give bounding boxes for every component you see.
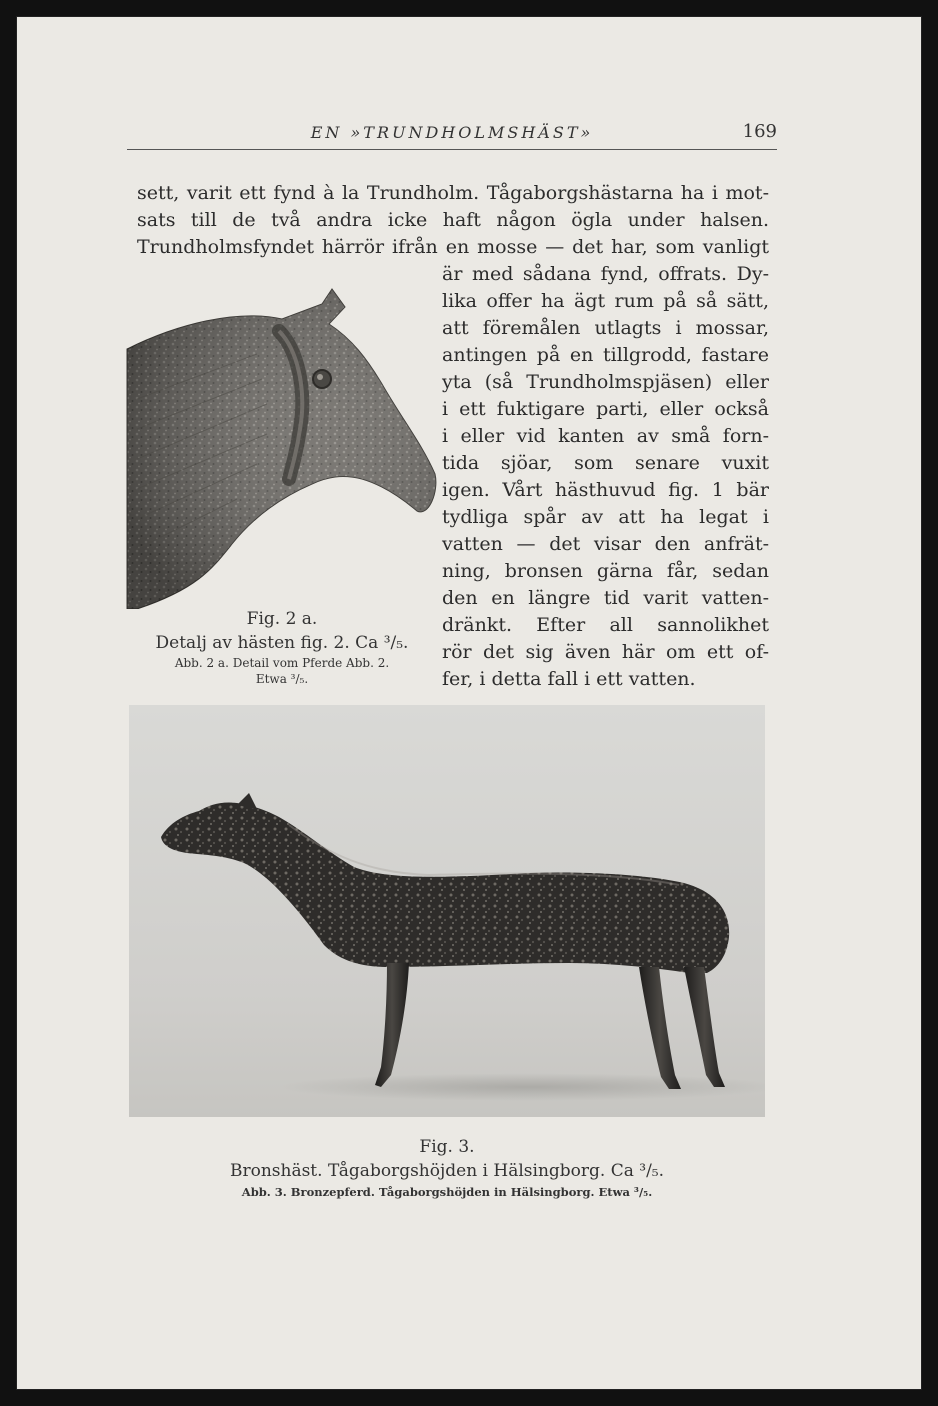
body-line: Trundholmsfyndet härrör ifrån en mosse — det har, som vanligt	[137, 236, 769, 258]
body-line: fer, i detta fall i ett vatten.	[442, 668, 696, 690]
horse-head-illustration	[117, 279, 449, 609]
caption-german: Abb. 2 a. Detail vom Pferde Abb. 2.	[174, 656, 390, 670]
body-line: den en längre tid varit vatten-	[442, 587, 769, 609]
body-line: i ett fuktigare parti, eller också	[442, 398, 769, 420]
body-line: yta (så Trundholmspjäsen) eller	[442, 371, 769, 393]
body-line: i eller vid kanten av små forn-	[442, 425, 769, 447]
body-line: tida sjöar, som senare vuxit	[442, 452, 769, 474]
running-header	[127, 119, 777, 150]
body-line: sett, varit ett fynd à la Trundholm. Tågaborgshästarna ha i mot-	[137, 182, 769, 204]
caption-german: Etwa ³/₅.	[255, 672, 309, 686]
body-line: dränkt. Efter all sannolikhet	[442, 614, 769, 636]
caption-swedish: Detalj av hästen fig. 2. Ca ³/₅.	[155, 633, 409, 653]
figure-label: Fig. 3.	[419, 1137, 475, 1157]
page-number: 169	[742, 121, 777, 142]
body-line: antingen på en tillgrodd, fastare	[442, 344, 769, 366]
body-line: är med sådana fynd, offrats. Dy-	[442, 263, 769, 285]
body-line: igen. Vårt hästhuvud fig. 1 bär	[442, 479, 769, 501]
body-line: vatten — det visar den anfrät-	[442, 533, 769, 555]
running-title: EN »TRUNDHOLMSHÄST»	[310, 123, 594, 142]
bronze-horse-illustration	[129, 705, 765, 1117]
figure-label: Fig. 2 a.	[246, 609, 318, 629]
horse-head-photo	[117, 279, 449, 609]
body-line: sats till de två andra icke haft någon ögla under halsen.	[137, 209, 769, 231]
body-line: tydliga spår av att ha legat i	[442, 506, 769, 528]
caption-swedish: Bronshäst. Tågaborgshöjden i Hälsingborg. Ca ³/₅.	[229, 1161, 665, 1181]
body-line: lika offer ha ägt rum på så sätt,	[442, 290, 769, 312]
body-line: rör det sig även här om ett of-	[442, 641, 769, 663]
figure-2a-caption	[117, 607, 447, 687]
book-page	[16, 16, 922, 1390]
caption-german: Abb. 3. Bronzepferd. Tågaborgshöjden in Hälsingborg. Etwa ³/₅.	[241, 1185, 653, 1199]
body-line: att föremålen utlagts i mossar,	[442, 317, 769, 339]
bronze-horse-photo	[129, 705, 765, 1117]
figure-3-caption	[129, 1135, 765, 1201]
body-line: ning, bronsen gärna får, sedan	[442, 560, 769, 582]
